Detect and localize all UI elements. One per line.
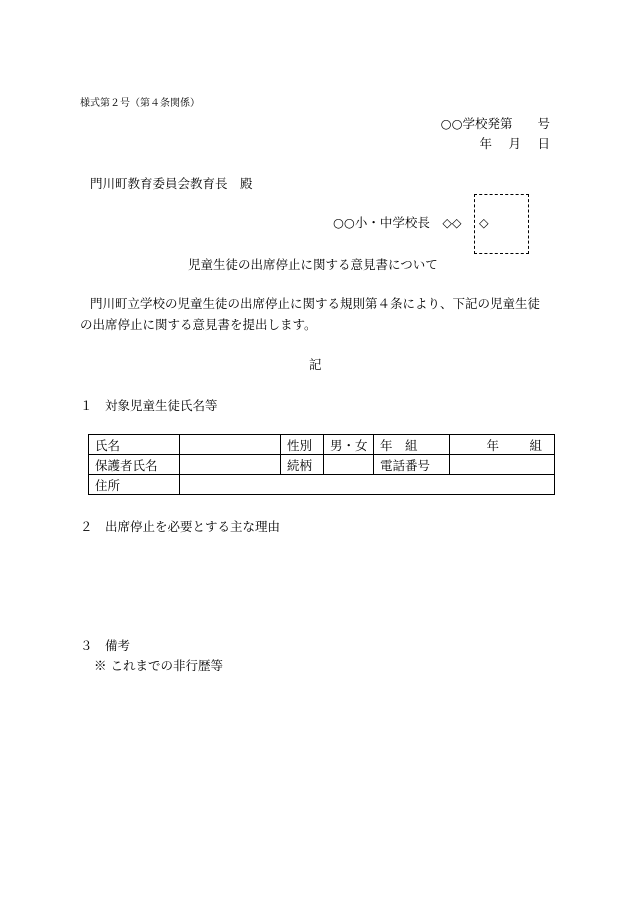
addressee: 門川町教育委員会教育長 殿 (90, 176, 253, 191)
document-number: ○○学校発第 号 (440, 116, 550, 131)
guardian-value-cell (180, 455, 281, 475)
sender: ○○小・中学校長 ◇◇ (333, 215, 462, 230)
grade-value-cell (450, 435, 555, 455)
section-2-heading: ２ 出席停止を必要とする主な理由 (80, 519, 281, 534)
form-label: 様式第２号（第４条関係） (80, 98, 200, 109)
table-row (89, 455, 555, 475)
grade-year-text: 年 (486, 437, 499, 453)
document-title: 児童生徒の出席停止に関する意見書について (188, 257, 438, 272)
address-value-cell (180, 475, 555, 495)
grade-label-cell: 年 組 (374, 435, 450, 455)
grade-class-text: 組 (529, 437, 542, 453)
relation-label-cell: 続柄 (281, 455, 324, 475)
name-value-cell (180, 435, 281, 455)
section-3-heading: ３ 備考 (80, 638, 131, 653)
sex-options-cell: 男・女 (324, 435, 374, 455)
relation-value-cell (324, 455, 374, 475)
ki-heading: 記 (309, 357, 322, 372)
name-label-cell: 氏名 (89, 435, 180, 455)
table-row (89, 435, 555, 455)
body-line-1: 門川町立学校の児童生徒の出席停止に関する規則第４条により、下記の児童生徒 (90, 296, 541, 311)
guardian-label-cell: 保護者氏名 (89, 455, 180, 475)
sex-label-cell: 性別 (281, 435, 324, 455)
phone-value-cell (450, 455, 555, 475)
phone-label-cell: 電話番号 (374, 455, 450, 475)
table-row (89, 475, 555, 495)
address-label-cell: 住所 (89, 475, 180, 495)
note-text: ※ これまでの非行歴等 (94, 658, 223, 673)
section-1-heading: １ 対象児童生徒氏名等 (80, 398, 218, 413)
sender-seal-char: ◇ (479, 215, 489, 230)
date-line: 年 月 日 (479, 136, 550, 151)
student-info-table (88, 434, 555, 495)
body-line-2: の出席停止に関する意見書を提出します。 (80, 317, 317, 332)
